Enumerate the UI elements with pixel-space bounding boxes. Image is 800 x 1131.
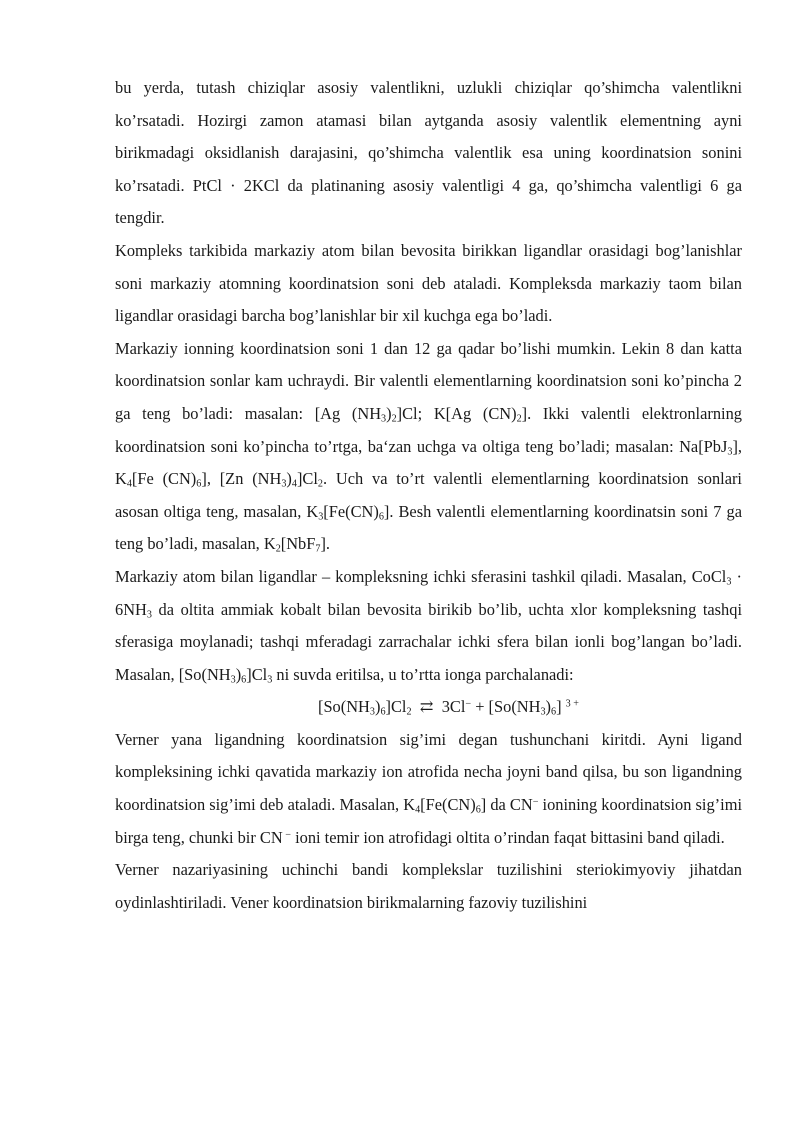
text-run: . Uch va to’rt valentli elementlarning koordinatsion sonlari asosan oltiga teng, masalan, K	[115, 469, 742, 521]
superscript: 3 +	[565, 698, 580, 710]
subscript: 2	[275, 543, 281, 555]
subscript: 3	[267, 674, 273, 686]
superscript: −	[532, 796, 539, 808]
subscript: 3	[369, 706, 375, 718]
dissociation-equation	[115, 691, 742, 724]
text-run: ]	[556, 697, 562, 717]
subscript: 7	[315, 543, 321, 555]
text-run: ]Cl; K[Ag (CN)	[396, 403, 517, 423]
equilibrium-arrow-icon: ⇄	[419, 697, 434, 717]
subscript: 3	[318, 511, 324, 523]
paragraph-text: Verner nazariyasining uchinchi bandi komplekslar tuzilishini steriokimyoviy jihatdan oydinlashtiriladi. Vener koordinatsion birikmalarning fazoviy tuzilishini	[115, 860, 742, 912]
text-run: ]Cl	[296, 469, 318, 489]
paragraph-coordination-examples	[115, 333, 742, 561]
subscript: 2	[317, 478, 323, 490]
text-run: ionining koordinatsion sig’imi birga teng, chunki bir CN	[115, 795, 742, 847]
text-run: ]. Ikki valentli elektronlarning koordinatsion soni ko’pincha to’rtga, ba‘zan uchga va oltiga teng bo’ladi; masalan: Na[PbJ	[115, 403, 742, 456]
text-run: + [So(NH	[471, 697, 541, 717]
text-run: 3Cl	[441, 697, 466, 717]
subscript: 6	[196, 478, 202, 490]
text-run: [Fe(CN)	[323, 501, 379, 521]
text-run: )	[286, 469, 292, 489]
text-run: ]Cl	[246, 664, 268, 684]
subscript: 3	[726, 576, 732, 588]
subscript: 2	[516, 413, 522, 425]
text-run: [Fe(CN)	[420, 795, 476, 815]
subscript: 6	[241, 674, 247, 686]
subscript: 2	[391, 413, 397, 425]
text-run: )	[374, 697, 381, 717]
subscript: 3	[540, 706, 546, 718]
paragraph-valency	[115, 72, 742, 235]
subscript: 4	[126, 478, 132, 490]
text-run: [So(NH	[317, 697, 370, 717]
text-run: ] da CN	[480, 795, 533, 815]
text-run: ].	[320, 534, 331, 554]
text-run: Verner yana ligandning koordinatsion sig’imi degan tushunchani kiritdi. Ayni ligand kompleksining ichki qavatida markaziy ion atrofida necha joyni band qilsa, bu son ligandning koordinatsion sig’imi deb ataladi. Masalan, K	[115, 729, 742, 815]
paragraph-text: Kompleks tarkibida markaziy atom bilan bevosita birikkan ligandlar orasidagi bog’lanishlar soni markaziy atomning koordinatsion soni deb ataladi. Kompleksda markaziy taom bilan ligandlar orasidagi barcha bog’lanishlar bir xil kuchga ega bo’ladi.	[115, 240, 742, 326]
text-run: · 6NH	[115, 566, 743, 619]
superscript: −	[465, 698, 472, 710]
text-run: ], K	[115, 436, 742, 489]
text-run: ]Cl	[385, 697, 407, 717]
document-page	[115, 72, 742, 919]
subscript: 3	[281, 478, 287, 490]
text-run: da oltita ammiak kobalt bilan bevosita birikib bo’lib, uchta xlor kompleksning tashqi sferasiga moylanadi; tashqi mferadagi zarrachalar ichki sfera bilan ionli bog’langan bo’ladi. Masalan, [So(NH	[115, 599, 742, 684]
subscript: 6	[475, 804, 481, 816]
text-run: ]. Besh valentli elementlarning koordinatsin soni 7 ga teng bo’ladi, masalan, K	[115, 501, 742, 554]
subscript: 3	[146, 609, 152, 621]
text-run: )	[235, 664, 242, 684]
subscript: 4	[291, 478, 297, 490]
text-run: Markaziy ionning koordinatsion soni 1 dan 12 ga qadar bo’lishi mumkin. Lekin 8 dan katta koordinatsion sonlar kam uchraydi. Bir valentli elementlarning koordinatsion soni ko’pincha 2 ga teng bo’ladi: masalan: [Ag (NH	[115, 338, 742, 423]
subscript: 6	[380, 706, 386, 718]
superscript: −	[282, 829, 291, 841]
paragraph-coordination-capacity	[115, 724, 742, 854]
text-run: [Fe (CN)	[131, 469, 197, 489]
text-run: ni suvda eritilsa, u to’rtta ionga parchalanadi:	[272, 664, 574, 684]
text-run: [NbF	[280, 534, 316, 554]
text-run: Markaziy atom bilan ligandlar – kompleksning ichki sferasini tashkil qiladi. Masalan, CoCl	[115, 566, 727, 586]
text-run: )	[386, 403, 392, 423]
subscript: 3	[727, 446, 733, 458]
subscript: 4	[415, 804, 421, 816]
subscript: 6	[378, 511, 384, 523]
subscript: 2	[406, 706, 412, 718]
paragraph-coordination-number	[115, 235, 742, 333]
subscript: 3	[230, 674, 236, 686]
paragraph-inner-sphere	[115, 561, 742, 691]
paragraph-text: bu yerda, tutash chiziqlar asosiy valentlikni, uzlukli chiziqlar qo’shimcha valentlikni ko’rsatadi. Hozirgi zamon atamasi bilan aytganda asosiy valentlik elementning ayni birikmadagi oksidlanish darajasini, qo’shimcha valentlik esa uning koordinatsion sonini ko’rsatadi. PtCl · 2KCl da platinaning asosiy valentligi 4 ga, qo’shimcha valentligi 6 ga tengdir.	[115, 78, 742, 228]
subscript: 6	[551, 706, 557, 718]
text-run: ioni temir ion atrofidagi oltita o’rindan faqat bittasini band qiladi.	[290, 827, 725, 847]
subscript: 3	[381, 413, 387, 425]
paragraph-werner-third-point	[115, 854, 742, 919]
text-run: ], [Zn (NH	[201, 469, 282, 489]
text-run: )	[545, 697, 551, 717]
